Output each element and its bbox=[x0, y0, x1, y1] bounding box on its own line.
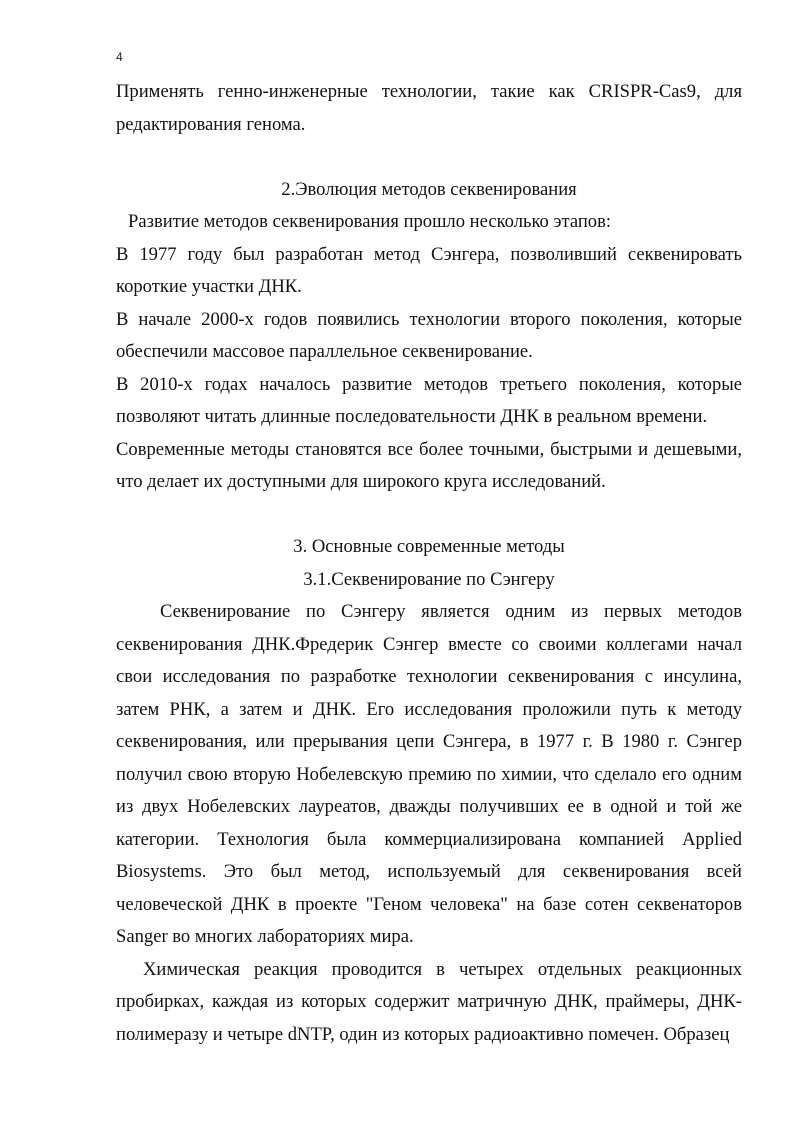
section-2-lead-paragraph: Развитие методов секвенирования прошло несколько этапов: bbox=[128, 211, 612, 232]
blank-line bbox=[116, 499, 742, 532]
sanger-paragraph: Секвенирование по Сэнгеру является одним из первых методов секвенирования ДНК.Фредерик Сэнгер вместе со своими коллегами начал свои исследования по разработке технологии секвенирования с инсулина, затем РНК, а затем и ДНК. Его исследования проложили путь к методу секвенирования, или прерывания цепи Сэнгера, в 1977 г. В 1980 г. Сэнгер получил свою вторую Нобелевскую премию по химии, что сделало его одним из двух Нобелевских лауреатов, дважды получивших ее в одной и той же категории. Технология была коммерциализирована компанией Applied Biosystems. Это был метод, используемый для секвенирования всей человеческой ДНК в проекте "Геном человека" на базе сотен секвенаторов Sanger во многих лабораториях мира. bbox=[116, 601, 742, 947]
page-number: 4 bbox=[116, 50, 123, 64]
section-2-heading: 2.Эволюция методов секвенирования bbox=[281, 178, 577, 200]
section-2-item-third-generation: В 2010-х годах началось развитие методов третьего поколения, которые позволяют читать длинные последовательности ДНК в реальном времени. bbox=[116, 373, 742, 427]
chemical-reaction-paragraph: Химическая реакция проводится в четырех отдельных реакционных пробирках, каждая из которых содержит матричную ДНК, праймеры, ДНК-полимеразу и четыре dNTP, один из которых радиоактивно помечен. Образец bbox=[116, 958, 742, 1045]
document-body bbox=[116, 76, 742, 1051]
blank-line bbox=[116, 141, 742, 174]
section-2-item-second-generation: В начале 2000-х годов появились технологии второго поколения, которые обеспечили массовое параллельное секвенирование. bbox=[116, 308, 742, 362]
intro-continuation-paragraph: Применять генно-инженерные технологии, такие как CRISPR-Cas9, для редактирования генома. bbox=[116, 81, 742, 135]
section-3-1-subheading: 3.1.Секвенирование по Сэнгеру bbox=[303, 568, 555, 590]
section-2-item-sanger-1977: В 1977 году был разработан метод Сэнгера, позволивший секвенировать короткие участки ДНК. bbox=[116, 243, 742, 297]
section-2-item-modern-methods: Современные методы становятся все более точными, быстрыми и дешевыми, что делает их доступными для широкого круга исследований. bbox=[116, 438, 742, 492]
section-3-heading: 3. Основные современные методы bbox=[293, 536, 565, 557]
